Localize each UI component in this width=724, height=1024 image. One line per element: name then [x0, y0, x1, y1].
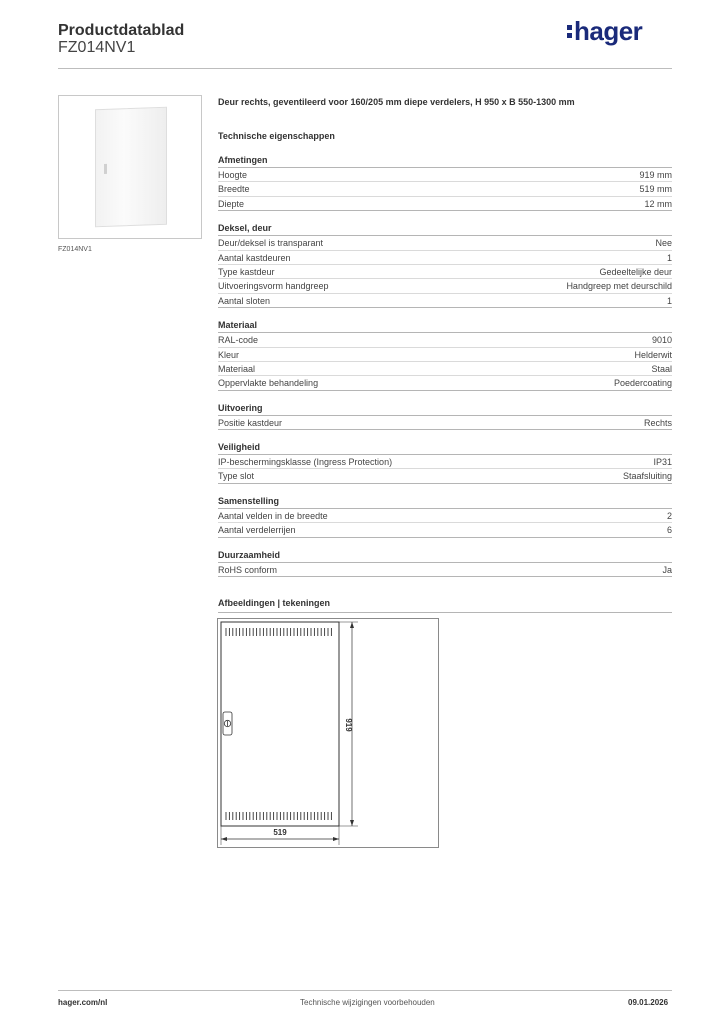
spec-value: Poedercoating — [613, 378, 672, 389]
spec-label: RoHS conform — [218, 564, 278, 575]
hager-logo — [567, 16, 642, 47]
spec-value: Ja — [662, 564, 672, 575]
spec-label: Oppervlakte behandeling — [218, 378, 319, 389]
section-rows — [218, 236, 672, 308]
spec-value: IP31 — [653, 457, 672, 468]
section-rows — [218, 509, 672, 538]
spec-label: RAL-code — [218, 335, 259, 346]
logo-dots-icon — [567, 16, 574, 42]
spec-label: IP-beschermingsklasse (Ingress Protection) — [218, 457, 393, 468]
section-title: Samenstelling — [218, 494, 672, 509]
spec-row — [218, 455, 672, 469]
spec-label: Type kastdeur — [218, 266, 275, 277]
spec-value: 1 — [666, 252, 672, 263]
spec-row — [218, 348, 672, 362]
section-rows — [218, 455, 672, 484]
section-rows — [218, 168, 672, 211]
spec-label: Aantal verdelerrijen — [218, 525, 296, 536]
spec-value: Staal — [651, 363, 672, 374]
product-description: Deur rechts, geventileerd voor 160/205 mm diepe verdelers, H 950 x B 550-1300 mm — [218, 97, 575, 107]
vents-bottom — [226, 812, 331, 820]
footer-divider — [58, 990, 672, 991]
drawings-title: Afbeeldingen | tekeningen — [218, 598, 331, 608]
section-title: Duurzaamheid — [218, 548, 672, 563]
spec-row — [218, 563, 672, 577]
product-code: FZ014NV1 — [58, 39, 136, 56]
spec-row — [218, 362, 672, 376]
spec-label: Diepte — [218, 198, 245, 209]
spec-section — [218, 221, 672, 308]
header-divider — [58, 68, 672, 69]
spec-value: 2 — [666, 510, 672, 521]
spec-label: Breedte — [218, 184, 250, 195]
spec-label: Uitvoeringsvorm handgreep — [218, 281, 329, 292]
spec-section — [218, 401, 672, 430]
logo-text: hager — [574, 16, 643, 46]
spec-value: Nee — [655, 238, 672, 249]
spec-label: Type slot — [218, 471, 255, 482]
spec-section — [218, 494, 672, 538]
door-outline — [221, 622, 339, 826]
spec-label: Hoogte — [218, 170, 248, 180]
height-dimension-label: 919 — [344, 718, 353, 732]
footer-website-link[interactable]: hager.com/nl — [58, 998, 108, 1007]
section-rows — [218, 416, 672, 430]
spec-section — [218, 440, 672, 484]
spec-value: Helderwit — [634, 349, 672, 360]
spec-value: 12 mm — [644, 198, 672, 209]
spec-label: Aantal velden in de breedte — [218, 510, 328, 521]
spec-row — [218, 376, 672, 390]
spec-row — [218, 294, 672, 308]
spec-row — [218, 509, 672, 523]
spec-label: Aantal kastdeuren — [218, 252, 291, 263]
spec-row — [218, 251, 672, 265]
section-rows — [218, 563, 672, 577]
spec-label: Kleur — [218, 349, 240, 360]
door-lock-icon — [223, 712, 232, 735]
spec-value: Rechts — [643, 417, 672, 428]
width-dimension-label: 519 — [273, 828, 287, 837]
spec-row — [218, 197, 672, 211]
spec-row — [218, 523, 672, 537]
spec-row — [218, 416, 672, 430]
product-image — [58, 95, 202, 239]
door-drawing — [218, 619, 438, 847]
vents-top — [226, 628, 331, 636]
document-title: Productdatablad — [58, 22, 185, 39]
spec-label: Materiaal — [218, 363, 256, 374]
spec-label: Deur/deksel is transparant — [218, 238, 324, 249]
spec-row — [218, 168, 672, 182]
section-title: Afmetingen — [218, 153, 672, 168]
spec-row — [218, 182, 672, 196]
section-title: Materiaal — [218, 318, 672, 333]
spec-sections — [218, 153, 672, 577]
spec-row — [218, 469, 672, 483]
spec-value: Handgreep met deurschild — [566, 281, 672, 292]
product-image-caption: FZ014NV1 — [58, 246, 92, 253]
spec-value: 519 mm — [639, 184, 672, 195]
spec-value: Staafsluiting — [622, 471, 672, 482]
spec-value: 919 mm — [639, 170, 672, 180]
spec-row — [218, 279, 672, 293]
section-title: Deksel, deur — [218, 221, 672, 236]
spec-section — [218, 318, 672, 391]
spec-section — [218, 548, 672, 577]
door-handle-image — [104, 164, 107, 174]
spec-content — [218, 95, 672, 577]
section-title: Uitvoering — [218, 401, 672, 416]
footer-date: 09.01.2026 — [628, 998, 669, 1007]
spec-section — [218, 153, 672, 211]
spec-value: Gedeeltelijke deur — [599, 266, 672, 277]
section-title: Veiligheid — [218, 440, 672, 455]
spec-label: Aantal sloten — [218, 295, 271, 306]
spec-row — [218, 265, 672, 279]
spec-label: Positie kastdeur — [218, 417, 283, 428]
spec-value: 6 — [666, 525, 672, 536]
door-image — [95, 107, 167, 228]
spec-value: 9010 — [651, 335, 672, 346]
footer-disclaimer: Technische wijzigingen voorbehouden — [300, 998, 435, 1007]
spec-row — [218, 333, 672, 347]
section-rows — [218, 333, 672, 391]
spec-value: 1 — [666, 295, 672, 306]
technical-properties-title: Technische eigenschappen — [218, 131, 335, 141]
technical-drawing — [217, 618, 439, 848]
drawings-divider — [218, 612, 672, 613]
spec-row — [218, 236, 672, 250]
